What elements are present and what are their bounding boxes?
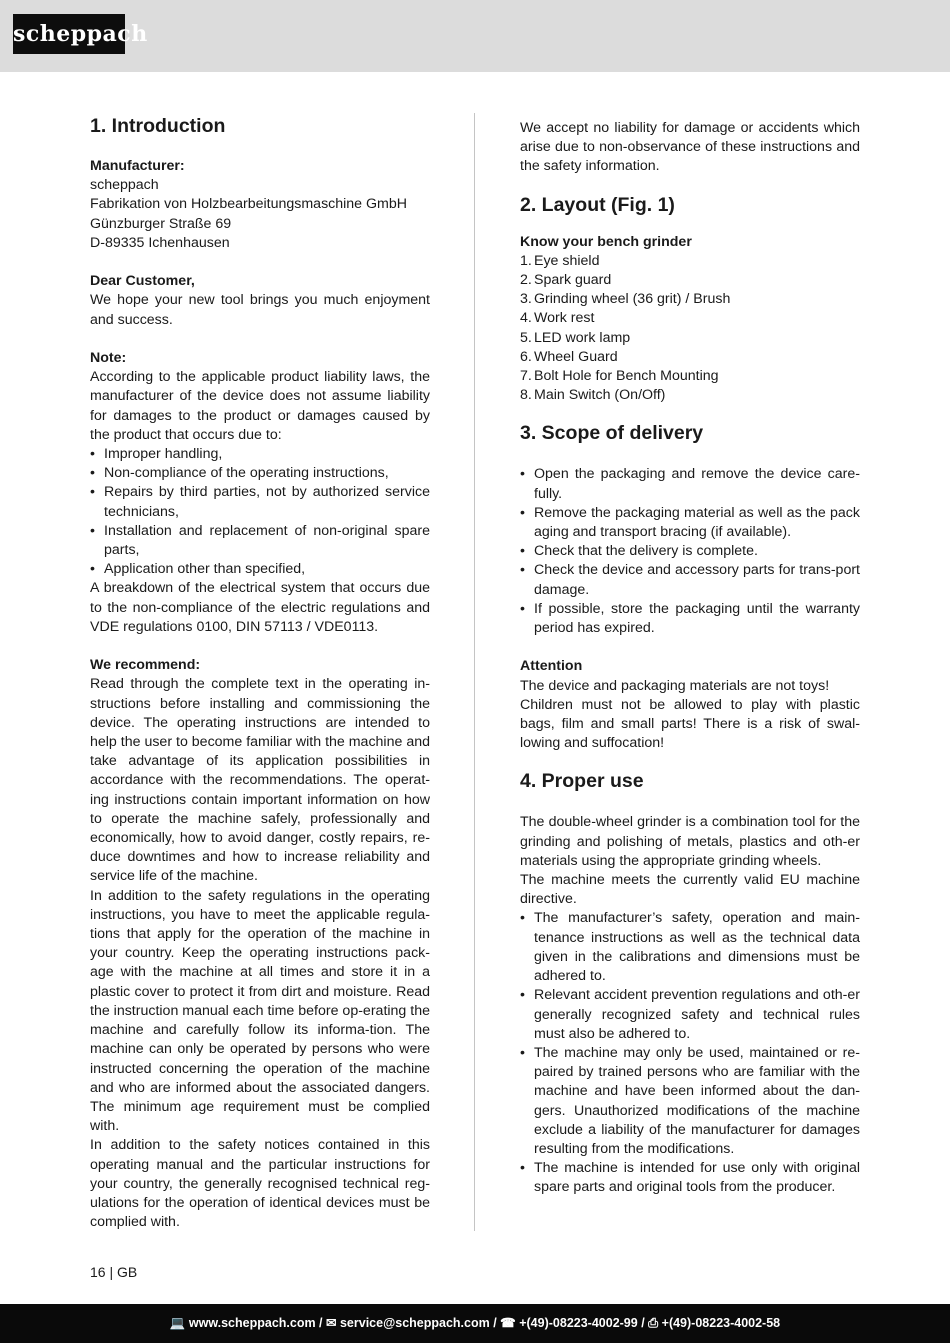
footer-separator: /: [637, 1316, 649, 1330]
attention-label: Attention: [520, 658, 583, 675]
fax-icon: ⎙: [648, 1316, 659, 1330]
footer-website-link[interactable]: www.scheppach.com: [188, 1316, 316, 1330]
footer-separator: /: [315, 1316, 326, 1330]
phone-icon: ☎: [500, 1316, 516, 1330]
layout-label: Know your bench grinder: [520, 233, 692, 250]
list-item: 8. Main Switch (On/Off): [520, 387, 666, 404]
column-divider: [474, 113, 475, 1231]
manufacturer-line: Günzburger Straße 69: [90, 215, 232, 232]
proper-use-paragraph: The machine meets the currently valid EU machine directive.: [520, 872, 860, 908]
section-title-introduction: 1. Introduction: [90, 115, 226, 137]
scope-bullet-list: [520, 465, 860, 638]
recommend-paragraph: In addition to the safety notices contained in this operating manual and the particular instructions for your country, the generally recognised technical reg-ulations for the operation of identical devices must be complied with.: [90, 1137, 430, 1231]
list-item: • Application other than specified,: [90, 560, 430, 579]
list-item: • Check the device and accessory parts for trans-port damage.: [520, 561, 860, 599]
list-item: 4. Work rest: [520, 310, 595, 327]
list-item: • Non-compliance of the operating instructions,: [90, 464, 430, 483]
proper-use-bullet-list: [520, 909, 860, 1197]
attention-text: Children must not be allowed to play with plastic bags, film and small parts! There is a risk of swal-lowing and suffocation!: [520, 696, 860, 752]
brand-logo-text: scheppach: [13, 21, 148, 47]
dear-customer-text: We hope your new tool brings you much enjoyment and success.: [90, 292, 430, 328]
list-item: • The machine may only be used, maintained or re-paired by trained persons who are familiar with the machine and have been informed about the dan-gers. Unauthorized modifications of the machine exclude a liability of the manufacturer for damages resulting from the modifications.: [520, 1044, 860, 1159]
list-item: • Check that the delivery is complete.: [520, 542, 860, 561]
section-title-proper-use: 4. Proper use: [520, 770, 644, 793]
list-item: • Improper handling,: [90, 445, 430, 464]
section-title-layout: 2. Layout (Fig. 1): [520, 193, 675, 216]
manufacturer-line: Fabrikation von Holzbearbeitungsmaschine GmbH: [90, 196, 408, 213]
page-header: [0, 0, 950, 72]
list-item: 5. LED work lamp: [520, 329, 631, 346]
manufacturer-label: Manufacturer:: [90, 158, 185, 174]
section-title-scope: 3. Scope of delivery: [520, 422, 704, 445]
list-item: • The manufacturer’s safety, operation and main-tenance instructions as well as the technical data given in the calibrations and dimensions must be adhered to.: [520, 909, 860, 986]
list-item: • Remove the packaging material as well as the pack aging and transport bracing (if available).: [520, 504, 860, 542]
dear-customer-label: Dear Customer,: [90, 273, 195, 290]
proper-use-paragraph: The double-wheel grinder is a combination tool for the grinding and polishing of metals, plastics and oth-er materials using the appropriate grinding wheels.: [520, 814, 860, 869]
list-item: 7. Bolt Hole for Bench Mounting: [520, 368, 719, 385]
page-footer: [0, 1304, 950, 1343]
list-item: 6. Wheel Guard: [520, 348, 618, 365]
manufacturer-line: D-89335 Ichenhausen: [90, 234, 230, 251]
list-item: • Installation and replacement of non-original spare parts,: [90, 522, 430, 560]
footer-email-link[interactable]: service@scheppach.com: [339, 1316, 490, 1330]
list-item: • Open the packaging and remove the device care-fully.: [520, 465, 860, 503]
list-item: • The machine is intended for use only with original spare parts and original tools from the producer.: [520, 1159, 860, 1197]
recommend-label: We recommend:: [90, 657, 201, 674]
attention-text: The device and packaging materials are not toys!: [520, 677, 830, 694]
note-bullet-list: [90, 445, 430, 579]
note-text: According to the applicable product liability laws, the manufacturer of the device does not assume liability for damages to the product or damages caused by the product that occurs due to:: [90, 369, 430, 443]
list-item: • If possible, store the packaging until the warranty period has expired.: [520, 600, 860, 638]
layout-list: [520, 252, 860, 406]
recommend-paragraph: Read through the complete text in the operating in-structions before installing and commissioning the device. The operating instructions are intended to help the user to become familiar with the machine and take advantage of its application possibilities in accordance with the recommendations. The operat-ing instructions contain important information on how to operate the machine safely, professionally and economically, how to avoid danger, costly repairs, re-duce downtimes and how to increase reliability and service life of the machine.: [90, 676, 430, 885]
footer-fax: +(49)-08223-4002-58: [661, 1316, 781, 1330]
list-item: 1. Eye shield: [520, 252, 600, 269]
computer-icon: 💻: [169, 1316, 186, 1330]
list-item: 2. Spark guard: [520, 272, 612, 289]
list-item: 3. Grinding wheel (36 grit) / Brush: [520, 291, 731, 308]
note-label: Note:: [90, 350, 127, 366]
recommend-paragraph: In addition to the safety regulations in the operating instructions, you have to meet the applicable regula-tions that apply for the operation of the machine in your country. Keep the operating instructions pack-age with the machine at all times and store it in a plastic cover to protect it from dirt and moisture. Read the instruction manual each time before op-erating the machine and carefully follow its informa-tion. The machine can only be operated by persons who were instructed concerning the operation of the machine and who are informed about the associated dangers. The minimum age requirement must be complied with.: [90, 887, 430, 1135]
mail-icon: ✉: [326, 1316, 337, 1330]
footer-phone: +(49)-08223-4002-99: [519, 1316, 638, 1330]
brand-logo: [13, 14, 148, 54]
right-column: [520, 119, 860, 1198]
liability-text: We accept no liability for damage or accidents which arise due to non-observance of these instructions and the safety information.: [520, 120, 860, 175]
list-item: • Relevant accident prevention regulations and oth-er generally recognized safety and technical rules must also be adhered to.: [520, 986, 860, 1044]
manufacturer-line: scheppach: [90, 177, 159, 194]
list-item: • Repairs by third parties, not by authorized service technicians,: [90, 483, 430, 521]
footer-separator: /: [489, 1316, 501, 1330]
left-column: [90, 113, 430, 1232]
note-after-text: A breakdown of the electrical system that occurs due to the non-compliance of the electric regulations and VDE regulations 0100, DIN 57113 / VDE0113.: [90, 580, 430, 635]
page-number: 16 | GB: [90, 1264, 138, 1280]
